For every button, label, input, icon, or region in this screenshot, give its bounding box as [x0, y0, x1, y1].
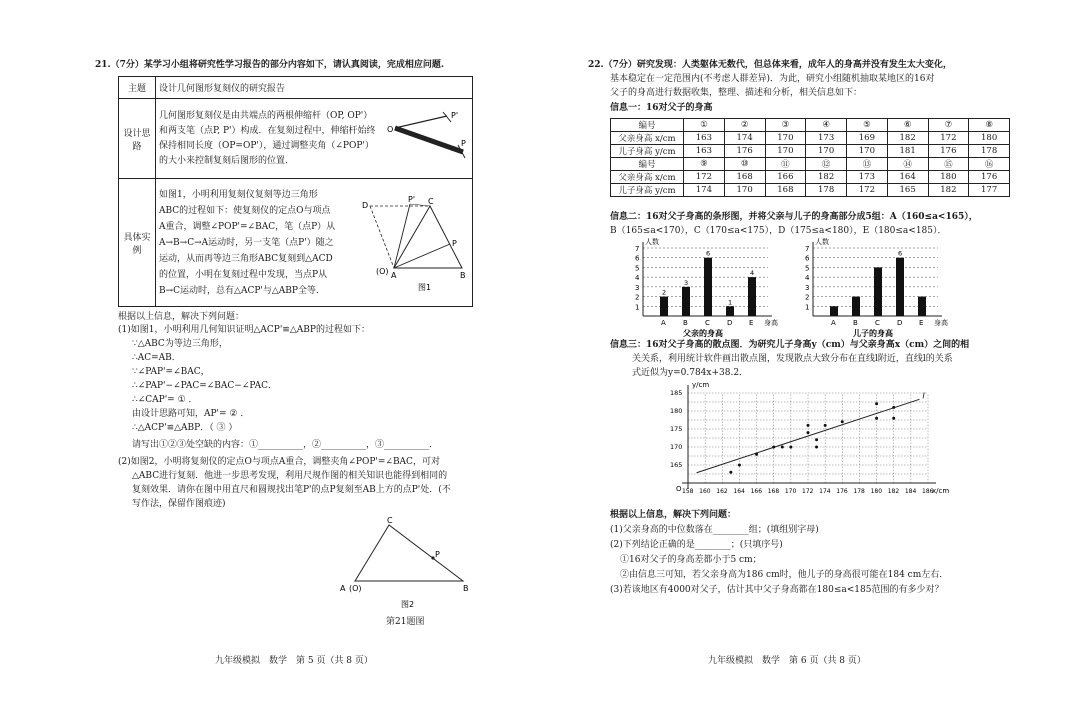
- scatter-point: [729, 471, 732, 474]
- y-tick-label: 5: [805, 264, 810, 273]
- case-line: 运动，从而再等边三角形ABC复刻到△ACD: [159, 253, 333, 264]
- x-tick-label: C: [705, 319, 710, 327]
- cell-father: 168: [724, 171, 765, 184]
- topic-value: 设计几何图形复刻仪的研究报告: [156, 77, 473, 99]
- cell-id: ⑧: [969, 119, 1010, 132]
- cell-id: ⑩: [724, 158, 765, 171]
- scatter-point: [815, 446, 818, 449]
- proof-step: ∴∠CAP'= ① ．: [132, 395, 198, 405]
- case-line: A→B→C→A运动时，另一支笔（点P'）随之: [159, 237, 334, 248]
- page-footer-right: 九年级模拟 数学 第 6 页（共 8 页）: [708, 656, 866, 666]
- x-tick-label: 184: [904, 488, 917, 495]
- cell-father: 163: [684, 132, 725, 145]
- y-tick-label: 185: [670, 389, 683, 397]
- cell-son: 170: [724, 184, 765, 197]
- scatter-point: [755, 453, 758, 456]
- origin-label: O: [676, 485, 682, 493]
- q21-part1-intro: (1)如图1，小明利用几何知识证明△ACP'≌△ABP的过程如下：: [118, 325, 370, 335]
- question-line: 根据以上信息，解决下列问题：: [610, 510, 737, 520]
- y-tick-label: 4: [635, 274, 640, 283]
- cell-id: ②: [724, 119, 765, 132]
- label-p: P: [435, 550, 440, 559]
- cell-father: 174: [724, 132, 765, 145]
- x-tick-label: 160: [699, 488, 711, 495]
- bar-B: [852, 297, 860, 316]
- line-ap: [394, 244, 450, 268]
- cell-father: 164: [887, 171, 928, 184]
- x-tick-label: A: [661, 319, 666, 327]
- cell-id: ⑤: [847, 119, 888, 132]
- bar-C: [874, 267, 882, 316]
- design-line: 和两支笔（点P, P'）构成．在复刻过程中，伸缩杆始终: [159, 125, 376, 136]
- y-tick-label: 180: [670, 407, 683, 415]
- cell-son: 163: [684, 145, 725, 158]
- scatter-point: [772, 446, 775, 449]
- row-label-father: 父亲身高 x/cm: [611, 132, 684, 145]
- x-tick-label: C: [875, 319, 880, 327]
- q21-figure-label: 第21题图: [386, 617, 425, 627]
- info3-line: 信息三：16对父子身高的散点图．为研究儿子身高y（cm）与父亲身高x（cm）之间的相: [610, 340, 970, 350]
- q22-header-line: 父子的身高进行数据收集，整理、描述和分析，相关信息如下：: [610, 88, 863, 98]
- label-a: A: [340, 584, 346, 593]
- triangle-abc: [394, 206, 462, 268]
- proof-step: ∵△ABC为等边三角形，: [132, 339, 228, 349]
- cell-id: ⑫: [806, 158, 847, 171]
- scatter-point: [781, 446, 784, 449]
- height-table: [610, 118, 1010, 197]
- x-axis-label: 身高: [934, 319, 948, 327]
- info1-title: 信息一：16对父子的身高: [610, 103, 713, 113]
- line-ap-prime: [394, 204, 410, 268]
- cell-son: 181: [887, 145, 928, 158]
- q21-prompt: 根据以上信息，解决下列问题：: [118, 312, 245, 322]
- proof-step: ∴△ACP'≌△ABP．（ ③ ）: [132, 423, 238, 433]
- x-axis-label: x/cm: [932, 487, 950, 495]
- y-tick-label: 2: [805, 293, 810, 302]
- cell-id: ⑮: [928, 158, 969, 171]
- cell-son: 178: [806, 184, 847, 197]
- bar-chart-father: [625, 240, 785, 336]
- proof-step: ∴AC=AB．: [132, 353, 181, 363]
- case-line: 如图1，小明利用复刻仪复刻等边三角形: [159, 189, 318, 200]
- data-label: 3: [684, 278, 689, 287]
- x-tick-label: D: [727, 319, 733, 327]
- x-tick-label: A: [831, 319, 836, 327]
- label-o: O: [387, 125, 394, 134]
- label-o-paren: (O): [349, 584, 362, 593]
- scatter-point: [875, 402, 878, 405]
- data-label: 6: [706, 249, 711, 258]
- info2-line: B（165≤a<170），C（170≤a<175），D（175≤a<180），E（180≤a<185）．: [610, 226, 947, 236]
- data-label: 2: [662, 288, 667, 297]
- scatter-point: [892, 417, 895, 420]
- design-line: 保持相同长度（OP=OP'），通过调整夹角（∠POP'）: [159, 140, 374, 151]
- x-tick-label: 176: [836, 488, 848, 495]
- data-label: 4: [750, 269, 755, 278]
- figure-2: [335, 515, 475, 615]
- cell-father: 170: [765, 132, 806, 145]
- question-line: (3)若该地区有4000对父子，估计其中父子身高都在180≤a<185范围的有多少对？: [610, 585, 944, 595]
- x-tick-label: 174: [819, 488, 831, 495]
- design-line: 的大小来控制复刻后图形的位置．: [159, 155, 295, 166]
- cell-id: ⑥: [887, 119, 928, 132]
- info3-line: 式近似为y=0.784x+38.2．: [632, 368, 749, 378]
- y-tick-label: 3: [805, 283, 810, 292]
- label-o-paren: (O): [376, 267, 389, 276]
- info3-line: 关关系，利用统计软件画出散点图，发现散点大致分布在直线l附近，直线l的关系: [632, 354, 953, 364]
- part2-line: △ABC进行复刻．他进一步思考发现，利用尺规作图的相关知识也能得到相同的: [132, 471, 448, 481]
- fit-line-label: l: [922, 391, 925, 401]
- scatter-point: [807, 431, 810, 434]
- question-line: (2)下列结论正确的是________；(只填序号): [610, 540, 783, 550]
- row-label-id: 编号: [611, 119, 684, 132]
- chart-title: 儿子的身高: [853, 329, 893, 338]
- cell-father: 166: [765, 171, 806, 184]
- fig1-caption: 图1: [418, 283, 432, 292]
- proof-step: ∴∠PAP'−∠PAC=∠BAC−∠PAC．: [132, 381, 278, 391]
- case-line: 的位置，小明在复刻过程中发现，当点P从: [159, 269, 328, 280]
- y-tick-label: 7: [805, 245, 810, 253]
- cell-father: 172: [928, 132, 969, 145]
- design-label: 设计思路: [119, 99, 156, 179]
- scatter-point: [841, 420, 844, 423]
- cell-id: ⑯: [969, 158, 1010, 171]
- part2-line: 复刻效果．请你在图中用直尺和圆规找出笔P'的点P复刻至AB上方的点P'处．(不: [132, 485, 451, 495]
- bar-E: [918, 297, 926, 316]
- question-line: ②由信息三可知，若父亲身高为186 cm时，他儿子的身高很可能在184 cm左右．: [620, 570, 949, 580]
- part2-line: (2)如图2，小明将复刻仪的定点O与项点A重合，调整夹角∠POP'=∠BAC，可对: [118, 457, 440, 467]
- y-tick-label: 3: [635, 283, 640, 292]
- cell-father: 180: [969, 132, 1010, 145]
- label-p: P: [452, 239, 457, 248]
- cell-father: 182: [806, 171, 847, 184]
- cell-father: 172: [684, 171, 725, 184]
- cell-father: 173: [806, 132, 847, 145]
- x-tick-label: 166: [750, 488, 763, 495]
- cell-son: 170: [765, 145, 806, 158]
- cell-id: ⑨: [684, 158, 725, 171]
- row-label-id: 编号: [611, 158, 684, 171]
- x-axis-label: 身高: [764, 319, 778, 327]
- y-tick-label: 4: [805, 274, 810, 283]
- q21-header: 21.（7分）某学习小组将研究性学习报告的部分内容如下，请认真阅读，完成相应问题.: [95, 60, 445, 70]
- cell-id: ③: [765, 119, 806, 132]
- label-c: C: [428, 197, 434, 206]
- bar-D: [726, 306, 734, 316]
- label-c: C: [387, 516, 393, 525]
- figure-1: [360, 196, 470, 294]
- cell-son: 170: [847, 145, 888, 158]
- cell-id: ④: [806, 119, 847, 132]
- bar-A: [660, 297, 668, 316]
- question-line: (1)父亲身高的中位数落在________组；(填组别字母): [610, 525, 819, 535]
- cell-father: 180: [928, 171, 969, 184]
- y-tick-label: 175: [670, 425, 683, 433]
- row-label-son: 儿子身高 y/cm: [611, 145, 684, 158]
- cell-son: 178: [969, 145, 1010, 158]
- y-tick-label: 170: [670, 443, 683, 451]
- cell-father: 182: [887, 132, 928, 145]
- x-tick-label: 182: [887, 488, 900, 495]
- row-label-father: 父亲身高 x/cm: [611, 171, 684, 184]
- y-tick-label: 1: [635, 303, 640, 312]
- page-6: [540, 0, 1080, 704]
- rod-op-prime: [395, 116, 447, 128]
- bar-chart-son: [795, 240, 955, 336]
- scatter-point: [807, 424, 810, 427]
- cell-son: 165: [887, 184, 928, 197]
- label-p: P: [461, 139, 466, 148]
- x-tick-label: 164: [733, 488, 745, 495]
- x-tick-label: 168: [767, 488, 780, 495]
- proof-step: 由设计思路可知，AP'= ② ．: [132, 409, 250, 419]
- y-tick-label: 6: [805, 254, 810, 263]
- scatter-point: [892, 406, 895, 409]
- cell-son: 170: [806, 145, 847, 158]
- cell-father: 173: [847, 171, 888, 184]
- x-tick-label: 170: [784, 488, 797, 495]
- x-tick-label: 158: [682, 488, 694, 495]
- cell-son: 174: [684, 184, 725, 197]
- data-label: 6: [898, 249, 903, 258]
- y-axis-label: 人数: [815, 238, 829, 246]
- label-p-prime: P': [451, 111, 459, 120]
- page-footer-left: 九年级模拟 数学 第 5 页（共 8 页）: [215, 656, 373, 666]
- y-axis-label: y/cm: [692, 381, 710, 389]
- label-d: D: [362, 201, 369, 210]
- topic-label: 主题: [119, 77, 156, 99]
- cell-id: ⑭: [887, 158, 928, 171]
- cell-id: ①: [684, 119, 725, 132]
- scatter-point: [875, 417, 878, 420]
- y-axis-label: 人数: [645, 238, 659, 246]
- cell-son: 176: [928, 145, 969, 158]
- bar-A: [830, 306, 838, 316]
- rod-op: [395, 128, 463, 152]
- scatter-point: [824, 424, 827, 427]
- cell-id: ⑬: [847, 158, 888, 171]
- label-b: B: [463, 584, 469, 593]
- part2-line: 写作法，保留作图痕迹): [132, 499, 226, 509]
- design-line: 几何图形复刻仪是由共端点的两根伸缩杆（OP, OP'）: [159, 110, 373, 121]
- y-tick-label: 6: [635, 254, 640, 263]
- x-tick-label: B: [683, 319, 688, 327]
- case-line: ABC的过程如下：使复刻仪的定点O与项点: [159, 205, 331, 216]
- scatter-point: [789, 446, 792, 449]
- bar-B: [682, 287, 690, 316]
- case-line: A重合，调整∠POP'=∠BAC，笔（点P）从: [159, 221, 336, 232]
- fig2-caption: 图2: [401, 600, 415, 609]
- y-tick-label: 2: [635, 293, 640, 302]
- cell-son: 172: [847, 184, 888, 197]
- cell-son: 177: [969, 184, 1010, 197]
- bar-D: [896, 258, 904, 316]
- cell-id: ⑪: [765, 158, 806, 171]
- y-tick-label: 1: [805, 303, 810, 312]
- q22-header-line: 基本稳定在一定范围内(不考虑人群差异)．为此，研究小组随机抽取某地区的16对: [610, 74, 935, 84]
- replicator-illustration: [385, 104, 470, 164]
- x-tick-label: E: [749, 319, 754, 327]
- label-a: A: [391, 271, 397, 280]
- y-tick-label: 165: [670, 461, 683, 469]
- data-label: 1: [728, 298, 733, 307]
- label-p-prime: P': [408, 195, 416, 204]
- fill-blanks-line: 请写出①②③处空缺的内容：①__________，②__________，③__________．: [132, 440, 439, 450]
- x-tick-label: E: [919, 319, 924, 327]
- cell-son: 168: [765, 184, 806, 197]
- x-tick-label: D: [897, 319, 903, 327]
- y-tick-label: 7: [635, 245, 640, 253]
- chart-title: 父亲的身高: [683, 329, 723, 338]
- x-tick-label: 172: [802, 488, 814, 495]
- y-tick-label: 5: [635, 264, 640, 273]
- label-b: B: [460, 271, 466, 280]
- cell-son: 176: [724, 145, 765, 158]
- line-dashed-ad: [370, 206, 394, 268]
- x-tick-label: 162: [716, 488, 728, 495]
- proof-step: ∵∠PAP'=∠BAC，: [132, 367, 210, 377]
- bar-E: [748, 277, 756, 316]
- case-label: 具体实例: [119, 179, 156, 307]
- question-line: ①16对父子的身高差都小于5 cm；: [620, 555, 762, 565]
- case-line: B→C运动时，总有△ACP'与△ABP全等．: [159, 285, 325, 296]
- q22-header-line: 22.（7分）研究发现：人类躯体无数代，但总体来看，成年人的身高并没有发生太大变化，: [588, 60, 952, 70]
- x-tick-label: 180: [870, 488, 883, 495]
- cell-father: 169: [847, 132, 888, 145]
- x-tick-label: 178: [853, 488, 865, 495]
- bar-C: [704, 258, 712, 316]
- row-label-son: 儿子身高 y/cm: [611, 184, 684, 197]
- x-tick-label: 186: [922, 488, 934, 495]
- scatter-point: [738, 464, 741, 467]
- info2-line: 信息二：16对父子身高的条形图，并将父亲与儿子的身高部分成5组：A（160≤a<165），: [610, 212, 978, 222]
- triangle-abc-2: [355, 525, 463, 581]
- cell-id: ⑦: [928, 119, 969, 132]
- scatter-plot: [660, 381, 950, 500]
- cell-son: 182: [928, 184, 969, 197]
- cell-father: 176: [969, 171, 1010, 184]
- scatter-point: [815, 438, 818, 441]
- x-tick-label: B: [853, 319, 858, 327]
